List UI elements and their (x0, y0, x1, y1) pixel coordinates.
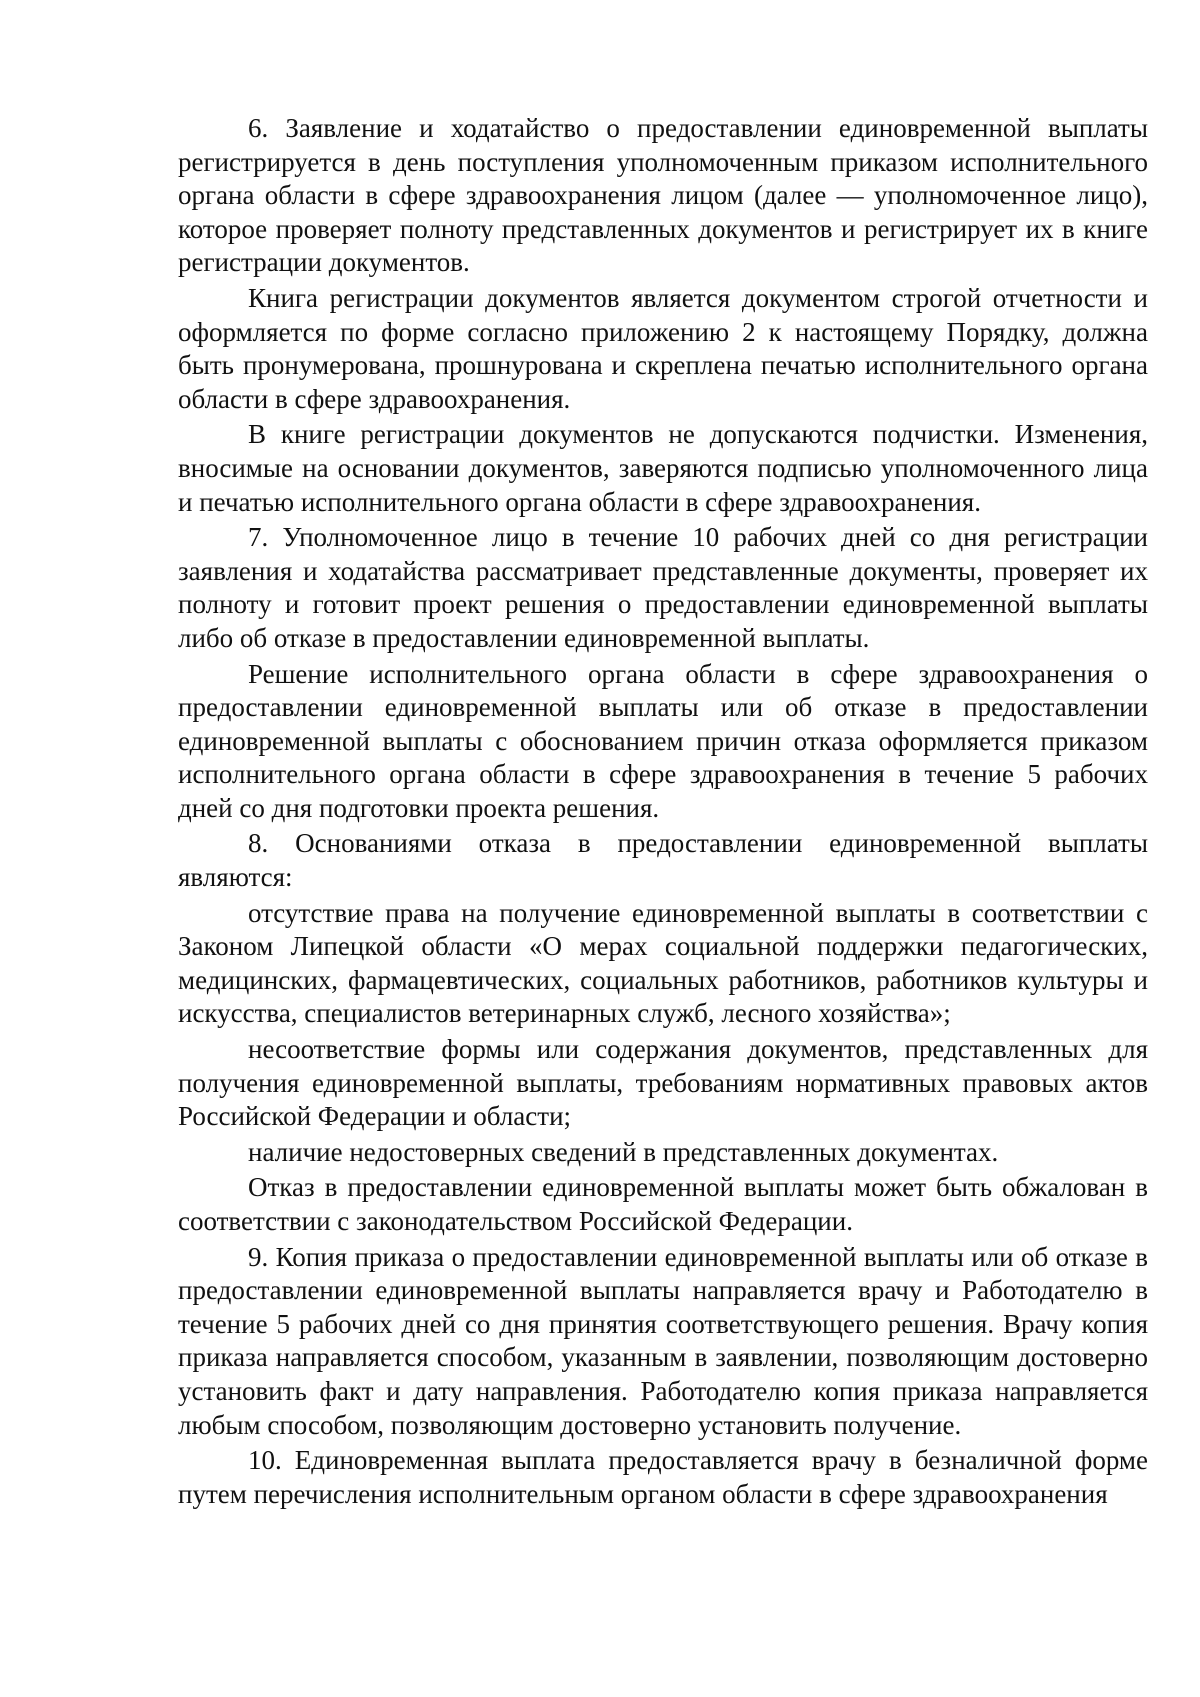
list-item-form-mismatch: несоответствие формы или содержания документов, представленных для получения единовременной выплаты, требованиям нормативных правовых актов Российской Федерации и области; (178, 1034, 1148, 1132)
paragraph-registration-book: Книга регистрации документов является документом строгой отчетности и оформляется по форме согласно приложению 2 к настоящему Порядку, должна быть пронумерована, прошнурована и скреплена печатью исполнительного органа области в сфере здравоохранения. (178, 282, 1148, 414)
document-page (178, 112, 1148, 1513)
paragraph-appeal: Отказ в предоставлении единовременной выплаты может быть обжалован в соответствии с законодательством Российской Федерации. (178, 1172, 1148, 1236)
paragraph-6-registration: 6. Заявление и ходатайство о предоставлении единовременной выплаты регистрируется в день поступления уполномоченным приказом исполнительного органа области в сфере здравоохранения лицом (далее — уполномоченное лицо), которое проверяет полноту представленных документов и регистрирует их в книге регистрации документов. (178, 113, 1148, 278)
paragraph-8-refusal-grounds: 8. Основаниями отказа в предоставлении единовременной выплаты являются: (178, 828, 1148, 893)
paragraph-9-copy-of-order: 9. Копия приказа о предоставлении единовременной выплаты или об отказе в предоставлении единовременной выплаты направляется врачу и Работодателю в течение 5 рабочих дней со дня принятия соответствующего решения. Врачу копия приказа направляется способом, указанным в заявлении, позволяющим достоверно установить факт и дату направления. Работодателю копия приказа направляется любым способом, позволяющим достоверно установить получение. (178, 1241, 1148, 1440)
paragraph-10-payment: 10. Единовременная выплата предоставляется врачу в безналичной форме путем перечисления исполнительным органом области в сфере здравоохранения (178, 1445, 1148, 1509)
paragraph-7-review: 7. Уполномоченное лицо в течение 10 рабочих дней со дня регистрации заявления и ходатайства рассматривает представленные документы, проверяет их полноту и готовит проект решения о предоставлении единовременной выплаты либо об отказе в предоставлении единовременной выплаты. (178, 522, 1148, 653)
paragraph-decision: Решение исполнительного органа области в сфере здравоохранения о предоставлении единовременной выплаты или об отказе в предоставлении единовременной выплаты с обоснованием причин отказа оформляется приказом исполнительного органа области в сфере здравоохранения в течение 5 рабочих дней со дня подготовки проекта решения. (178, 658, 1148, 823)
list-item-false-information: наличие недостоверных сведений в представленных документах. (248, 1136, 999, 1167)
list-item-no-right: отсутствие права на получение единовременной выплаты в соответствии с Законом Липецкой области «О мерах социальной поддержки педагогических, медицинских, фармацевтических, социальных работников, работников культуры и искусства, специалистов ветеринарных служб, лесного хозяйства»; (178, 897, 1148, 1029)
paragraph-book-corrections: В книге регистрации документов не допускаются подчистки. Изменения, вносимые на основании документов, заверяются подписью уполномоченного лица и печатью исполнительного органа области в сфере здравоохранения. (178, 419, 1148, 517)
